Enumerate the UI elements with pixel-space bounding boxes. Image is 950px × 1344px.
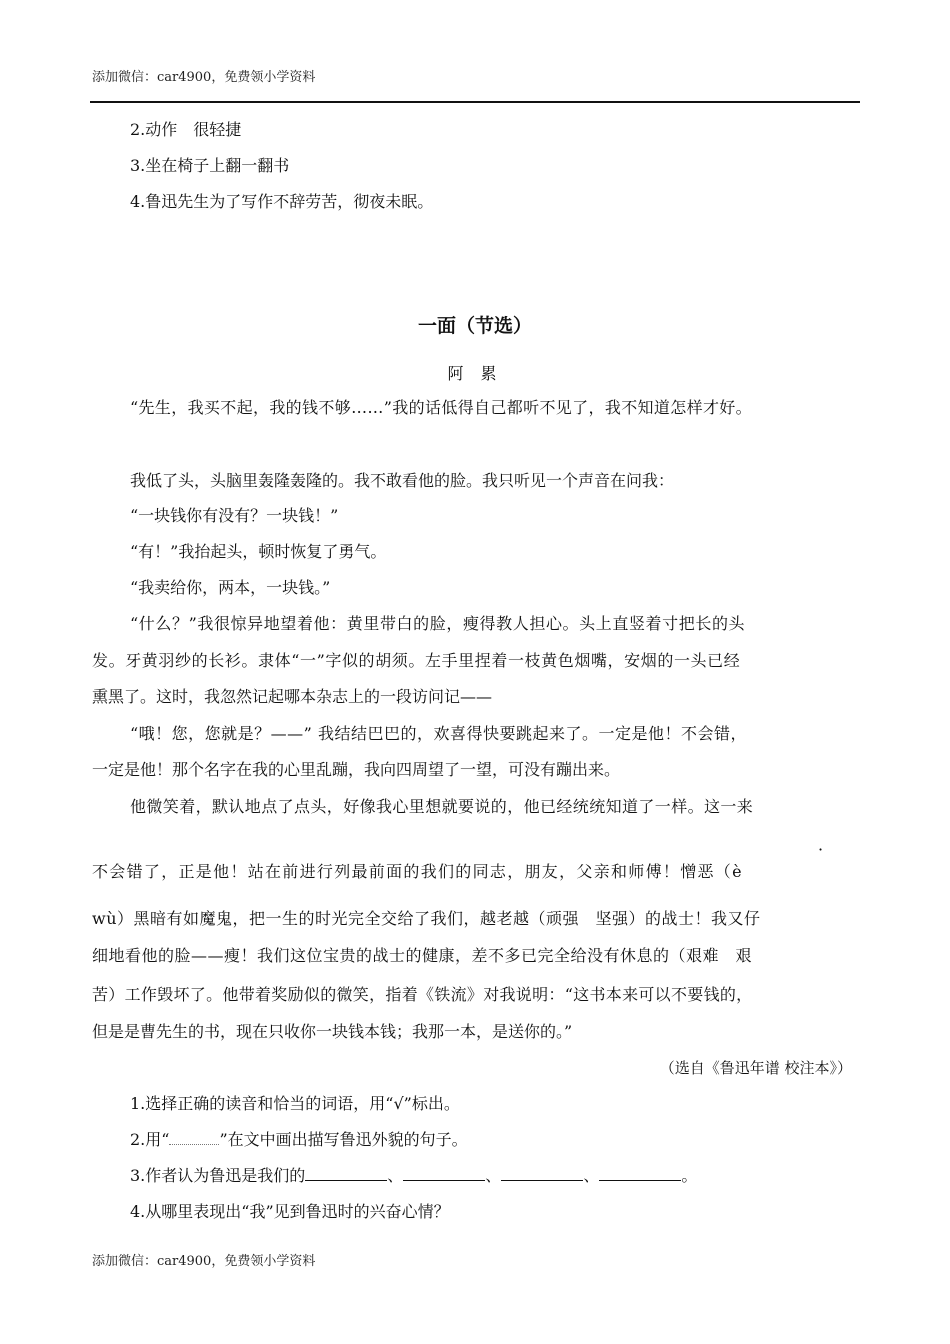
passage-line: wù）黑暗有如魔鬼，把一生的时光完全交给了我们，越老越（顽强 坚强）的战士！我又仔: [92, 909, 761, 928]
header-rule: [90, 101, 860, 103]
wavy-line-sample: [169, 1130, 219, 1145]
passage-line: 细地看他的脸——瘦！我们这位宝贵的战士的健康，差不多已完全给没有休息的（艰难 艰: [92, 946, 753, 965]
question-1: 1.选择正确的读音和恰当的词语，用“√”标出。: [130, 1094, 460, 1113]
question-2: [130, 1130, 468, 1150]
passage-line: “什么？”我很惊异地望着他：黄里带白的脸，瘦得教人担心。头上直竖着寸把长的头: [130, 614, 746, 633]
question-3: [130, 1166, 697, 1186]
passage-line: “先生，我买不起，我的钱不够……”我的话低得自己都听不见了，我不知道怎样才好。: [130, 398, 753, 417]
passage-line: “我卖给你，两本，一块钱。”: [130, 578, 331, 597]
question-3-prefix: 3.作者认为鲁迅是我们的: [130, 1166, 306, 1185]
separator: 、: [583, 1166, 600, 1185]
passage-line: 不会错了，正是他！站在前进行列最前面的我们的同志，朋友，父亲和师傅！憎恶（è: [92, 862, 743, 881]
passage-line: 发。牙黄羽纱的长衫。隶体“一”字似的胡须。左手里捏着一枝黄色烟嘴，安烟的一头已经: [92, 651, 741, 670]
passage-line: 他微笑着，默认地点了点头，好像我心里想就要说的，他已经统统知道了一样。这一来: [130, 797, 754, 816]
passage-line: 但是是曹先生的书，现在只收你一块钱本钱；我那一本，是送你的。”: [92, 1022, 573, 1041]
passage-title: 一面（节选）: [417, 315, 532, 337]
passage-line: 一定是他！那个名字在我的心里乱蹦，我向四周望了一望，可没有蹦出来。: [92, 760, 621, 779]
passage-line: “有！”我抬起头，顿时恢复了勇气。: [130, 542, 387, 561]
question-4: 4.从哪里表现出“我”见到鲁迅时的兴奋心情？: [130, 1202, 450, 1221]
passage-line: 我低了头，头脑里轰隆轰隆的。我不敢看他的脸。我只听见一个声音在问我：: [130, 471, 675, 490]
passage-source: （选自《鲁迅年谱 校注本》）: [659, 1059, 852, 1077]
passage-line: “哦！您，您就是？——” 我结结巴巴的，欢喜得快要跳起来了。一定是他！不会错，: [130, 724, 747, 743]
answer-blank[interactable]: [305, 1166, 387, 1181]
page-footer: 添加微信：car4900，免费领小学资料: [92, 1254, 316, 1269]
emphasis-dot: ·: [818, 840, 824, 859]
separator: 、: [387, 1166, 404, 1185]
answer-blank[interactable]: [599, 1166, 681, 1181]
answer-blank[interactable]: [501, 1166, 583, 1181]
question-2-prefix: 2.用“: [130, 1130, 170, 1149]
answer-line: 3.坐在椅子上翻一翻书: [130, 156, 290, 175]
passage-author: 阿 累: [447, 364, 503, 383]
answer-line: 4.鲁迅先生为了写作不辞劳苦，彻夜未眠。: [130, 192, 434, 211]
page-header: 添加微信：car4900，免费领小学资料: [92, 70, 316, 85]
passage-line: 苦）工作毁坏了。他带着奖励似的微笑，指着《铁流》对我说明：“这书本来可以不要钱的，: [92, 985, 753, 1004]
answer-line: 2.动作 很轻捷: [130, 120, 242, 139]
separator: 、: [485, 1166, 502, 1185]
period: 。: [681, 1166, 698, 1185]
passage-line: 熏黑了。这时，我忽然记起哪本杂志上的一段访问记——: [92, 687, 493, 706]
passage-line: “一块钱你有没有？一块钱！”: [130, 506, 339, 525]
answer-blank[interactable]: [403, 1166, 485, 1181]
question-2-suffix: ”在文中画出描写鲁迅外貌的句子。: [219, 1130, 468, 1149]
